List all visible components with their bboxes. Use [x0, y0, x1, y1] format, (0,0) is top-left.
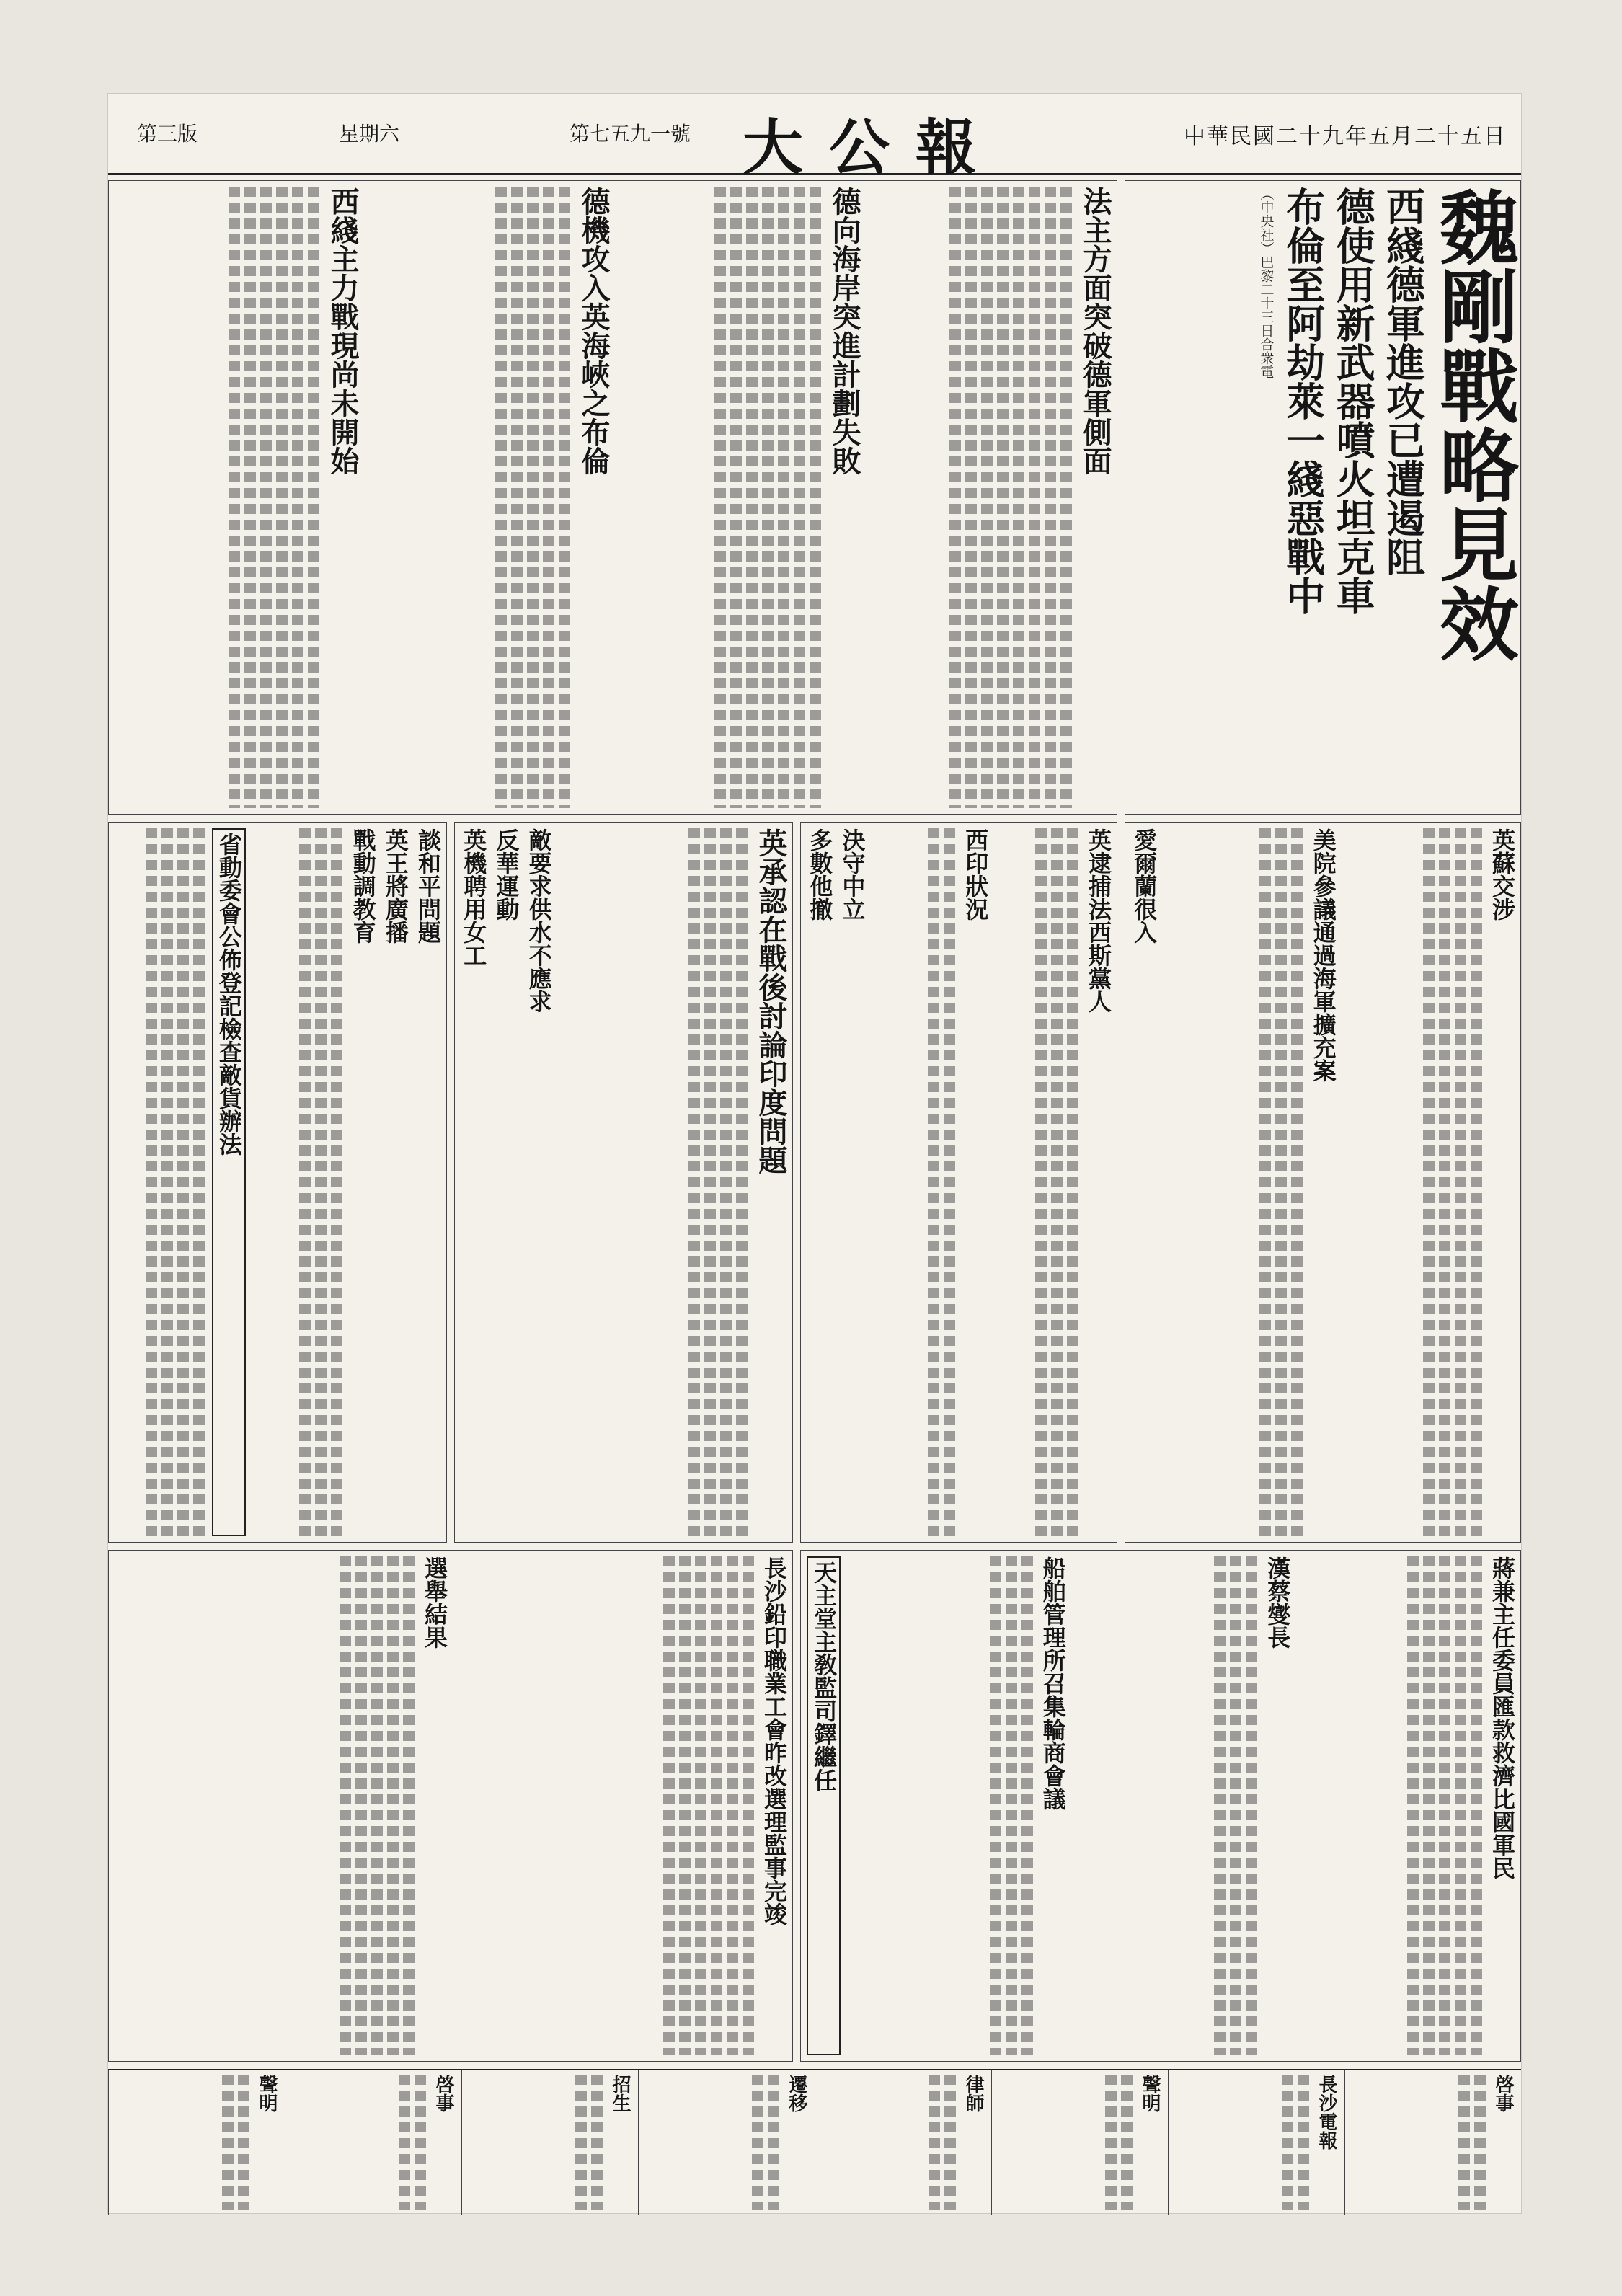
- page-number: 第三版: [137, 122, 198, 146]
- text-column: [1291, 828, 1303, 1536]
- text-column: [1474, 2075, 1486, 2210]
- text-column: [1458, 2075, 1470, 2210]
- ad-statement-2: 聲明: [108, 2070, 285, 2215]
- text-column: [315, 828, 327, 1536]
- text-column: [559, 187, 570, 808]
- text-column: [527, 187, 539, 808]
- news-headline-education: 戰動調教育: [349, 828, 377, 944]
- news-headline-catholic: 天主堂主敎監司鐸繼任: [807, 1556, 841, 2055]
- news-headline-fascist-arrest: 英逮捕法西斯黨人: [1085, 828, 1112, 1013]
- news-headline-shipping: 船舶管理所召集輪商會議: [1039, 1556, 1067, 1810]
- text-column: [1407, 1556, 1419, 2055]
- text-column: [229, 187, 240, 808]
- text-column: [944, 828, 955, 1536]
- war-headline-4: 西綫主力戰現尚未開始: [326, 187, 360, 475]
- text-column: [308, 187, 319, 808]
- text-column: [403, 1556, 415, 2055]
- text-column: [794, 187, 805, 808]
- text-column: [1214, 1556, 1226, 2055]
- text-column: [177, 828, 189, 1536]
- text-column: [387, 1556, 399, 2055]
- text-column: [193, 828, 205, 1536]
- text-column: [1035, 828, 1047, 1536]
- war-headline-1: 法主方面突破德軍側面: [1078, 187, 1112, 475]
- news-headline-ireland: 愛爾蘭很入: [1130, 828, 1158, 944]
- masthead: [108, 94, 1521, 183]
- text-column: [928, 828, 939, 1536]
- ad-telegraph: 長沙電報: [1168, 2070, 1344, 2215]
- war-headline-3: 德機攻入英海峽之布倫: [577, 187, 611, 475]
- ad-lawyer: 律師: [815, 2070, 991, 2215]
- text-column: [238, 2075, 249, 2210]
- text-column: [1423, 1556, 1435, 2055]
- text-column: [752, 2075, 763, 2210]
- ad-notice: 啓事: [1344, 2070, 1521, 2215]
- news-headline-us-navy: 美院參議通過海軍擴充案: [1309, 828, 1337, 1082]
- article-text: [365, 187, 570, 808]
- text-column: [161, 828, 173, 1536]
- text-column: [778, 187, 789, 808]
- news-headline-relief: 蔣兼主任委員匯款救濟比國軍民: [1489, 1556, 1516, 1879]
- text-column: [415, 2075, 426, 2210]
- news-headline-king-broadcast: 英王將廣播: [381, 828, 409, 944]
- text-column: [299, 828, 311, 1536]
- text-column: [1230, 1556, 1241, 2055]
- text-column: [1275, 828, 1287, 1536]
- text-column: [543, 187, 554, 808]
- text-column: [1121, 2075, 1133, 2210]
- text-column: [929, 2075, 940, 2210]
- text-column: [714, 187, 726, 808]
- ad-enrollment: 招生: [461, 2070, 638, 2215]
- text-column: [743, 1556, 754, 2055]
- text-column: [511, 187, 523, 808]
- lead-dateline: （中央社）巴黎二十三日合衆電: [1258, 187, 1275, 378]
- news-headline-peace: 談和平問題: [415, 828, 442, 944]
- lead-subhead-3: 布倫至阿劫萊一綫惡戰中: [1280, 187, 1326, 615]
- text-column: [663, 1556, 675, 2055]
- news-headline-india: 英承認在戰後討論印度問題: [754, 828, 788, 1174]
- text-column: [331, 828, 342, 1536]
- article-text: [867, 187, 1072, 808]
- text-column: [1105, 2075, 1117, 2210]
- news-headline-anti-china: 反華運動: [492, 828, 520, 921]
- text-column: [340, 1556, 351, 2055]
- article-text: [115, 187, 319, 808]
- text-column: [727, 1556, 738, 2055]
- text-column: [1471, 1556, 1482, 2055]
- text-column: [1259, 828, 1271, 1536]
- local-news-right: [800, 1550, 1521, 2062]
- text-column: [746, 187, 758, 808]
- lead-article: [1125, 180, 1521, 815]
- foreign-news-center: [800, 822, 1117, 1543]
- news-headline-anglo-soviet: 英蘇交涉: [1489, 828, 1516, 921]
- text-column: [965, 187, 977, 808]
- text-column: [1013, 187, 1024, 808]
- news-headline-enemy-goods: 省動委會公佈登記檢查敵貨辦法: [212, 828, 246, 1536]
- text-column: [949, 187, 961, 808]
- text-column: [260, 187, 272, 808]
- text-column: [810, 187, 821, 808]
- news-headline-west-indies: 西印狀況: [962, 828, 990, 921]
- text-column: [1455, 828, 1466, 1536]
- news-headline-printing-union: 長沙鉛印職業工會昨改選理監事完竣: [761, 1556, 788, 1925]
- text-column: [399, 2075, 410, 2210]
- text-column: [1298, 2075, 1309, 2210]
- text-column: [1246, 1556, 1257, 2055]
- text-column: [695, 1556, 706, 2055]
- news-headline-election: 選舉結果: [421, 1556, 448, 1649]
- newspaper-title: 大公報: [743, 112, 1003, 183]
- text-column: [1060, 187, 1072, 808]
- text-column: [244, 187, 256, 808]
- ad-relocation: 遷移: [638, 2070, 815, 2215]
- text-column: [679, 1556, 691, 2055]
- text-column: [371, 1556, 383, 2055]
- war-news-column: [108, 180, 1117, 815]
- text-column: [276, 187, 288, 808]
- news-headline-women-workers: 英機聘用女工: [460, 828, 488, 967]
- text-column: [1423, 828, 1435, 1536]
- text-column: [997, 187, 1009, 808]
- news-headline-neutral: 決守中立: [838, 828, 867, 921]
- text-column: [1051, 828, 1063, 1536]
- text-column: [1067, 828, 1078, 1536]
- text-column: [704, 828, 716, 1536]
- text-column: [1471, 828, 1482, 1536]
- text-column: [355, 1556, 367, 2055]
- lead-subhead-1: 西綫德軍進攻已遭遏阻: [1380, 187, 1427, 576]
- news-headline-han-cai: 漢蔡燮長: [1264, 1556, 1292, 1649]
- local-news-left: [108, 1550, 793, 2062]
- publication-date: 中華民國二十九年五月二十五日: [1184, 124, 1507, 149]
- lead-subhead-2: 德使用新武器噴火坦克車: [1330, 187, 1377, 615]
- issue-number: 第七五九一號: [570, 122, 691, 146]
- article-text: [616, 187, 821, 808]
- advertisement-strip: [108, 2069, 1521, 2215]
- text-column: [981, 187, 993, 808]
- text-column: [1045, 187, 1056, 808]
- text-column: [1455, 1556, 1466, 2055]
- text-column: [1006, 1556, 1017, 2055]
- text-column: [1029, 187, 1040, 808]
- text-column: [575, 2075, 587, 2210]
- text-column: [990, 1556, 1001, 2055]
- india-news: [454, 822, 793, 1543]
- ad-notice-2: 啓事: [285, 2070, 461, 2215]
- ad-statement: 聲明: [991, 2070, 1168, 2215]
- text-column: [711, 1556, 722, 2055]
- text-column: [292, 187, 303, 808]
- foreign-news-right: [1125, 822, 1521, 1543]
- text-column: [222, 2075, 234, 2210]
- text-column: [688, 828, 700, 1536]
- text-column: [146, 828, 157, 1536]
- text-column: [944, 2075, 956, 2210]
- text-column: [736, 828, 748, 1536]
- domestic-news-left: [108, 822, 447, 1543]
- news-headline-withdraw: 多數他撤: [806, 828, 834, 921]
- text-column: [1439, 1556, 1450, 2055]
- text-column: [591, 2075, 603, 2210]
- text-column: [1439, 828, 1450, 1536]
- text-column: [762, 187, 774, 808]
- lead-headline: 魏剛戰略見效: [1427, 187, 1520, 662]
- weekday-label: 星期六: [339, 122, 400, 146]
- text-column: [730, 187, 742, 808]
- text-column: [1282, 2075, 1293, 2210]
- text-column: [720, 828, 732, 1536]
- text-column: [768, 2075, 779, 2210]
- war-headline-2: 德向海岸突進計劃失敗: [828, 187, 861, 475]
- text-column: [495, 187, 507, 808]
- news-headline-water: 敵要求供水不應求: [525, 828, 553, 1013]
- text-column: [1021, 1556, 1033, 2055]
